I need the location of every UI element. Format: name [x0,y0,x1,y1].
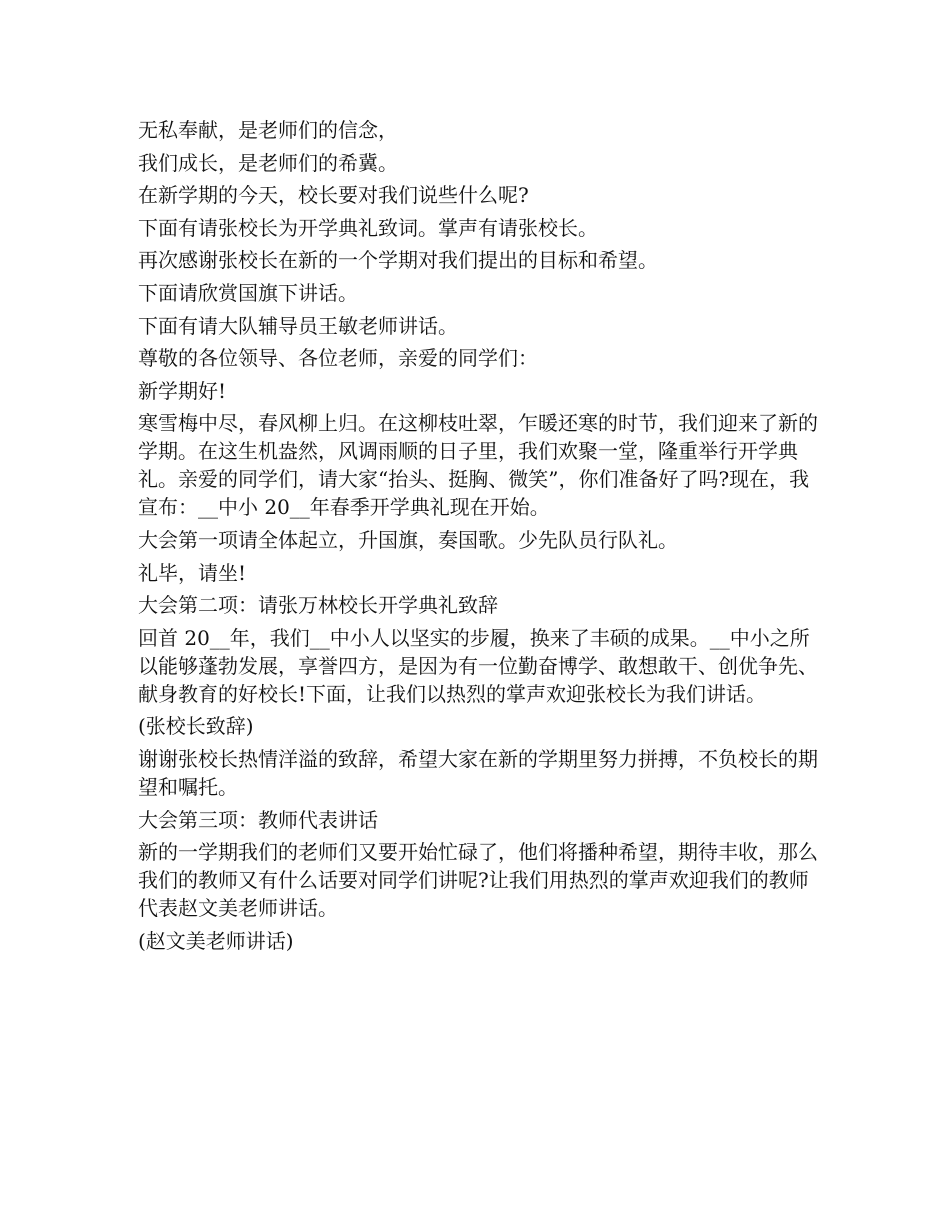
paragraph: 大会第一项请全体起立，升国旗，奏国歌。少先队员行队礼。 [138,527,678,552]
paragraph: 下面有请大队辅导员王敏老师讲话。 [138,313,458,338]
paragraph: 大会第二项：请张万林校长开学典礼致辞 [138,593,498,618]
paragraph: 无私奉献，是老师们的信念， [138,118,398,142]
paragraph: 寒雪梅中尽，春风柳上归。在这柳枝吐翠，乍暖还寒的时节，我们迎来了新的学期。在这生机盎然，风调雨顺的日子里，我们欢聚一堂，隆重举行开学典礼。亲爱的同学们，请大家“抬头、挺胸、微笑”，你们准备好了吗?现在，我宣布：__中小 20__年春季开学典礼现在开始。 [138,411,818,520]
paragraph: 新的一学期我们的老师们又要开始忙碌了，他们将播种希望，期待丰收，那么我们的教师又有什么话要对同学们讲呢?让我们用热烈的掌声欢迎我们的教师代表赵文美老师讲话。 [138,840,818,921]
paragraph: 尊敬的各位领导、各位老师，亲爱的同学们： [138,346,538,371]
paragraph: 再次感谢张校长在新的一个学期对我们提出的目标和希望。 [138,248,658,273]
paragraph: 下面有请张校长为开学典礼致词。掌声有请张校长。 [138,215,598,240]
paragraph: (赵文美老师讲话) [138,928,294,953]
paragraph: 在新学期的今天，校长要对我们说些什么呢? [138,183,529,208]
paragraph: (张校长致辞) [138,714,254,739]
paragraph: 大会第三项：教师代表讲话 [138,807,378,832]
paragraph: 我们成长，是老师们的希冀。 [138,150,398,175]
paragraph: 下面请欣赏国旗下讲话。 [138,280,358,305]
paragraph: 谢谢张校长热情洋溢的致辞，希望大家在新的学期里努力拼搏，不负校长的期望和嘱托。 [138,746,818,799]
paragraph: 礼毕，请坐! [138,560,247,585]
paragraph: 回首 20__年，我们__中小人以坚实的步履，换来了丰硕的成果。__中小之所以能够蓬勃发展，享誉四方，是因为有一位勤奋博学、敢想敢干、创优争先、献身教育的好校长!下面，让我们以热烈的掌声欢迎张校长为我们讲话。 [138,625,818,706]
document-body [138,116,818,959]
paragraph: 新学期好! [138,378,227,403]
